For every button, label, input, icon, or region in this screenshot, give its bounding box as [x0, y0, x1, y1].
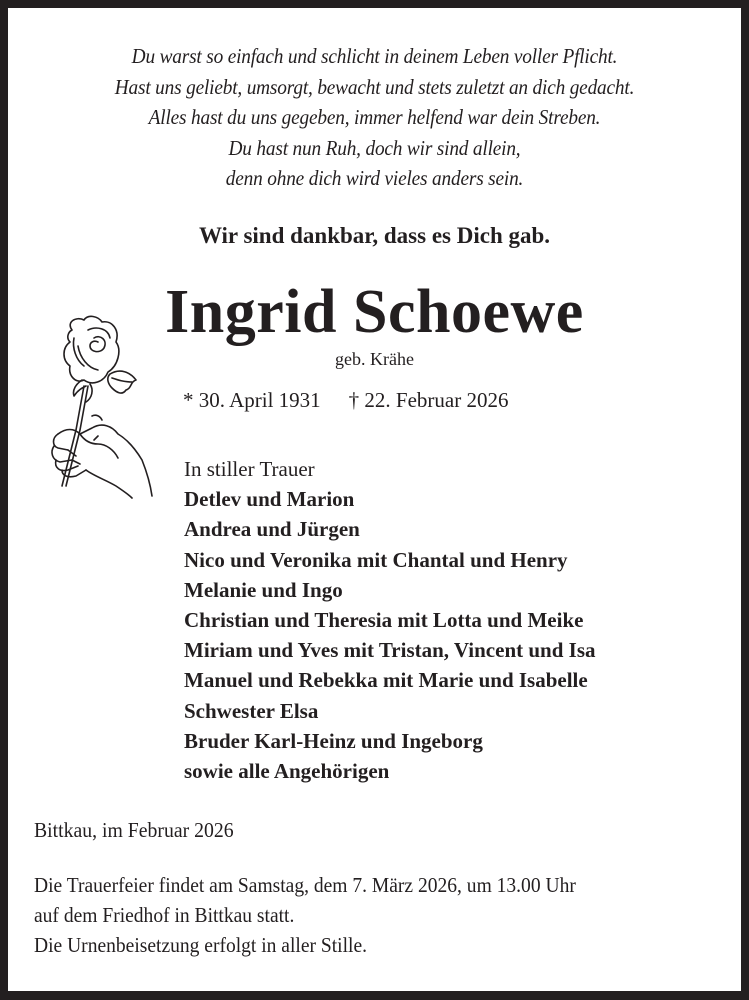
mourner-entry: Detlev und Marion: [184, 487, 355, 512]
birth-date: * 30. April 1931: [183, 388, 321, 412]
death-date: † 22. Februar 2026: [348, 388, 509, 412]
memorial-poem: [37, 41, 711, 194]
birth-name: geb. Krähe: [335, 349, 414, 369]
mourner-entry: Manuel und Rebekka mit Marie und Isabelle: [184, 668, 588, 693]
poem-line: Alles hast du uns gegeben, immer helfend war dein Streben.: [148, 105, 601, 129]
life-dates: [183, 386, 508, 414]
mourner-entry: sowie alle Angehörigen: [184, 759, 390, 784]
mourner-entry: Miriam und Yves mit Tristan, Vincent und Isa: [184, 638, 596, 663]
service-line: auf dem Friedhof in Bittkau statt.: [34, 903, 295, 927]
service-details: [34, 870, 576, 960]
poem-line: Du hast nun Ruh, doch wir sind allein,: [228, 135, 521, 160]
poem-line: Du warst so einfach und schlicht in deinem Leben voller Pflicht.: [131, 44, 618, 68]
place-and-date: Bittkau, im Februar 2026: [34, 818, 234, 842]
gratitude-line: Wir sind dankbar, dass es Dich gab.: [198, 223, 551, 248]
mourner-entry: Nico und Veronika mit Chantal und Henry: [184, 547, 568, 572]
mourners-intro: In stiller Trauer: [184, 457, 315, 481]
mourners-list: [184, 454, 596, 786]
service-line: Die Trauerfeier findet am Samstag, dem 7. März 2026, um 13.00 Uhr: [34, 873, 576, 897]
mourner-entry: Andrea und Jürgen: [184, 517, 360, 542]
mourner-entry: Melanie und Ingo: [184, 577, 343, 602]
mourner-entry: Bruder Karl-Heinz und Ingeborg: [184, 728, 483, 753]
deceased-name: Ingrid Schoewe: [165, 278, 584, 346]
obituary-card: [8, 8, 741, 991]
poem-line: denn ohne dich wird vieles anders sein.: [225, 166, 524, 190]
poem-line: Hast uns geliebt, umsorgt, bewacht und stets zuletzt an dich gedacht.: [114, 74, 635, 99]
mourner-entry: Christian und Theresia mit Lotta und Meike: [184, 608, 584, 633]
mourner-entry: Schwester Elsa: [184, 698, 319, 723]
service-line: Die Urnenbeisetzung erfolgt in aller Stille.: [34, 933, 367, 957]
